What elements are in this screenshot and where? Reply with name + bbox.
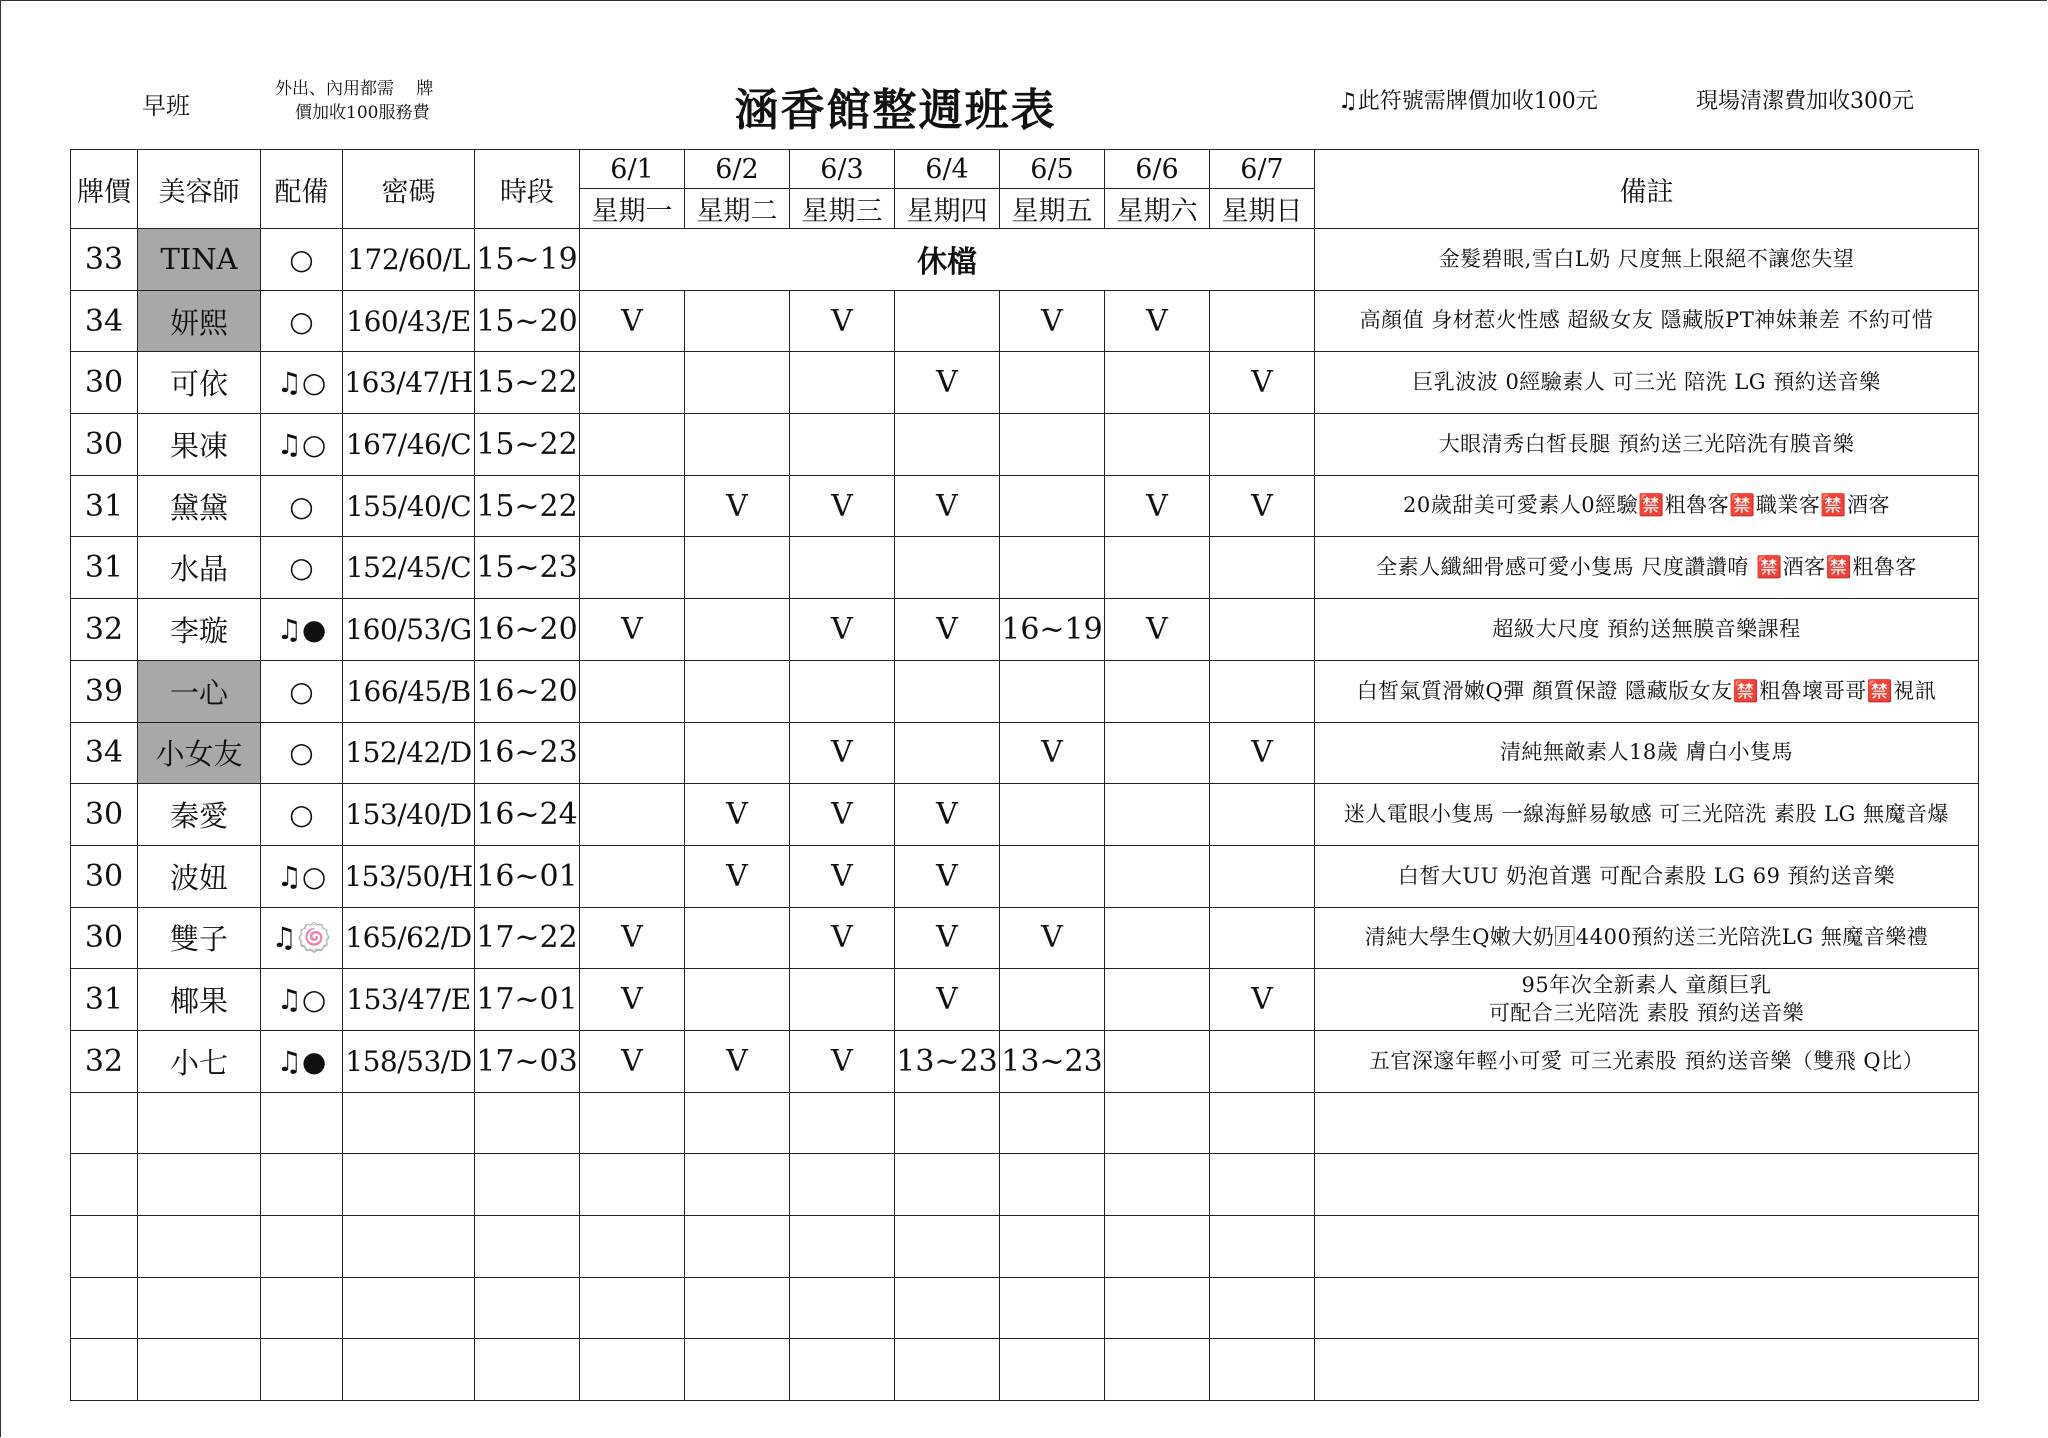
day-cell [895,537,1000,599]
service-fee-note-line1: 外出、內用都需 牌 [275,79,434,99]
day-cell: 13~23 [1000,1030,1105,1092]
table-row [71,229,1979,291]
blank-cell [261,1092,343,1154]
day-cell: V [580,907,685,969]
blank-cell [1000,1216,1105,1278]
day-cell [1000,414,1105,476]
day-cell [685,290,790,352]
blank-cell [1315,1339,1979,1401]
blank-cell [1210,1216,1315,1278]
blank-cell [475,1277,580,1339]
blank-cell [138,1339,261,1401]
day-cell: V [580,969,685,1031]
remarks-cell: 20歲甜美可愛素人0經驗🈲粗魯客🈲職業客🈲酒客 [1315,475,1979,537]
day-cell [1000,537,1105,599]
day-cell [580,414,685,476]
day-cell [1105,845,1210,907]
time-cell: 16~20 [475,660,580,722]
price-cell: 32 [71,599,138,661]
time-cell: 16~20 [475,599,580,661]
remarks-cell: 大眼清秀白皙長腿 預約送三光陪洗有膜音樂 [1315,414,1979,476]
stylist-name: 李璇 [138,599,261,661]
table-row [71,537,1979,599]
day-cell [1105,537,1210,599]
day-cell [1210,660,1315,722]
col-header-date: 6/6 [1105,150,1210,189]
day-cell [1210,599,1315,661]
cleaning-fee-note: 現場清潔費加收300元 [1696,89,1914,114]
blank-cell [343,1277,475,1339]
blank-row [71,1277,1979,1339]
day-cell: V [790,722,895,784]
blank-cell [261,1216,343,1278]
blank-row [71,1339,1979,1401]
day-cell [1210,414,1315,476]
day-cell [580,475,685,537]
equipment-cell: ♫○ [261,414,343,476]
blank-cell [895,1277,1000,1339]
day-cell [685,352,790,414]
day-cell: V [685,475,790,537]
table-row [71,784,1979,846]
blank-cell [1315,1154,1979,1216]
equipment-cell: ○ [261,475,343,537]
day-cell: V [790,845,895,907]
equipment-cell: ♫○ [261,352,343,414]
blank-cell [71,1339,138,1401]
blank-cell [1315,1277,1979,1339]
stylist-name: 水晶 [138,537,261,599]
price-cell: 30 [71,414,138,476]
day-cell [685,660,790,722]
day-cell [1105,907,1210,969]
day-cell [685,722,790,784]
schedule-body [71,229,1979,1401]
code-cell: 153/40/D [343,784,475,846]
col-header-weekday: 星期一 [580,189,685,229]
col-header-remarks: 備註 [1315,150,1979,229]
day-cell: V [580,290,685,352]
blank-cell [343,1092,475,1154]
day-cell [1000,784,1105,846]
code-cell: 153/50/H [343,845,475,907]
blank-cell [343,1339,475,1401]
col-header-time: 時段 [475,150,580,229]
day-cell: V [1000,290,1105,352]
col-header-weekday: 星期三 [790,189,895,229]
blank-cell [1000,1154,1105,1216]
day-cell: 13~23 [895,1030,1000,1092]
blank-cell [1315,1092,1979,1154]
price-cell: 34 [71,722,138,784]
day-cell: 16~19 [1000,599,1105,661]
code-cell: 158/53/D [343,1030,475,1092]
day-cell [790,352,895,414]
day-cell [1000,475,1105,537]
blank-cell [1210,1339,1315,1401]
blank-cell [685,1277,790,1339]
stylist-name: TINA [138,229,261,291]
equipment-cell: ○ [261,722,343,784]
day-cell: V [1210,722,1315,784]
table-row [71,352,1979,414]
blank-cell [1210,1092,1315,1154]
time-cell: 15~20 [475,290,580,352]
weekly-schedule-table [70,149,1979,1401]
col-header-weekday: 星期六 [1105,189,1210,229]
stylist-name: 雙子 [138,907,261,969]
day-cell: V [790,290,895,352]
equipment-cell: ○ [261,660,343,722]
day-cell [790,414,895,476]
blank-cell [138,1092,261,1154]
equipment-cell: ○ [261,229,343,291]
day-cell [1105,722,1210,784]
blank-cell [1315,1216,1979,1278]
day-cell [685,537,790,599]
blank-cell [261,1154,343,1216]
time-cell: 17~03 [475,1030,580,1092]
table-row [71,475,1979,537]
day-cell: V [1105,475,1210,537]
blank-cell [343,1154,475,1216]
col-header-date: 6/1 [580,150,685,189]
day-cell [895,722,1000,784]
equipment-cell: ♫○ [261,969,343,1031]
blank-row [71,1216,1979,1278]
table-row [71,969,1979,1031]
blank-cell [475,1092,580,1154]
day-cell: V [1210,352,1315,414]
blank-cell [895,1154,1000,1216]
blank-cell [1105,1277,1210,1339]
blank-cell [138,1216,261,1278]
remarks-cell: 迷人電眼小隻馬 一線海鮮易敏感 可三光陪洗 素股 LG 無魔音爆 [1315,784,1979,846]
remarks-cell: 95年次全新素人 童顏巨乳 可配合三光陪洗 素股 預約送音樂 [1315,969,1979,1031]
day-cell [895,414,1000,476]
equipment-cell: ○ [261,537,343,599]
blank-cell [71,1154,138,1216]
day-cell [685,414,790,476]
time-cell: 15~23 [475,537,580,599]
col-header-price: 牌價 [71,150,138,229]
price-cell: 30 [71,845,138,907]
day-cell [1210,845,1315,907]
day-cell [1210,784,1315,846]
blank-cell [685,1092,790,1154]
blank-cell [790,1092,895,1154]
stylist-name: 波妞 [138,845,261,907]
code-cell: 152/45/C [343,537,475,599]
day-cell: V [790,1030,895,1092]
day-cell: V [895,352,1000,414]
price-cell: 30 [71,907,138,969]
price-cell: 39 [71,660,138,722]
table-row [71,660,1979,722]
table-row [71,1030,1979,1092]
code-cell: 166/45/B [343,660,475,722]
day-cell: V [895,969,1000,1031]
time-cell: 15~22 [475,414,580,476]
remarks-cell: 清純無敵素人18歲 膚白小隻馬 [1315,722,1979,784]
day-cell: V [895,599,1000,661]
day-cell: V [790,475,895,537]
code-cell: 165/62/D [343,907,475,969]
day-cell: V [685,784,790,846]
day-cell [1105,784,1210,846]
day-cell [790,537,895,599]
code-cell: 160/43/E [343,290,475,352]
col-header-date: 6/3 [790,150,895,189]
day-cell [580,352,685,414]
equipment-cell: ♫○ [261,845,343,907]
remarks-cell: 白皙大UU 奶泡首選 可配合素股 LG 69 預約送音樂 [1315,845,1979,907]
day-cell [1000,845,1105,907]
remarks-cell: 巨乳波波 0經驗素人 可三光 陪洗 LG 預約送音樂 [1315,352,1979,414]
code-cell: 163/47/H [343,352,475,414]
day-cell: V [895,845,1000,907]
remarks-cell: 超級大尺度 預約送無膜音樂課程 [1315,599,1979,661]
time-cell: 16~24 [475,784,580,846]
stylist-name: 小女友 [138,722,261,784]
col-header-code: 密碼 [343,150,475,229]
stylist-name: 黛黛 [138,475,261,537]
blank-row [71,1092,1979,1154]
remarks-cell: 全素人纖細骨感可愛小隻馬 尺度讚讚唷 🈲酒客🈲粗魯客 [1315,537,1979,599]
blank-cell [790,1154,895,1216]
equipment-cell: ♫● [261,1030,343,1092]
table-row [71,722,1979,784]
day-cell [1000,969,1105,1031]
day-cell: V [1000,907,1105,969]
blank-cell [1000,1092,1105,1154]
code-cell: 160/53/G [343,599,475,661]
code-cell: 155/40/C [343,475,475,537]
blank-cell [1210,1154,1315,1216]
day-cell [685,969,790,1031]
price-cell: 32 [71,1030,138,1092]
day-cell [685,907,790,969]
day-cell [580,537,685,599]
blank-cell [138,1277,261,1339]
day-cell: V [790,784,895,846]
time-cell: 17~01 [475,969,580,1031]
blank-cell [261,1339,343,1401]
blank-cell [71,1277,138,1339]
col-header-equipment: 配備 [261,150,343,229]
table-row [71,845,1979,907]
blank-cell [475,1339,580,1401]
equipment-cell: ○ [261,784,343,846]
day-cell [790,969,895,1031]
col-header-date: 6/2 [685,150,790,189]
col-header-weekday: 星期日 [1210,189,1315,229]
blank-cell [895,1339,1000,1401]
day-cell [685,599,790,661]
off-label: 休檔 [580,229,1315,291]
blank-cell [1000,1339,1105,1401]
stylist-name: 一心 [138,660,261,722]
day-cell: V [895,784,1000,846]
equipment-cell: ♫● [261,599,343,661]
stylist-name: 秦愛 [138,784,261,846]
day-cell: V [685,1030,790,1092]
day-cell [1210,537,1315,599]
price-cell: 31 [71,969,138,1031]
col-header-date: 6/5 [1000,150,1105,189]
code-cell: 153/47/E [343,969,475,1031]
day-cell [1000,660,1105,722]
day-cell: V [1210,475,1315,537]
col-header-weekday: 星期四 [895,189,1000,229]
price-cell: 34 [71,290,138,352]
col-header-date: 6/4 [895,150,1000,189]
price-cell: 30 [71,352,138,414]
day-cell [1210,290,1315,352]
day-cell: V [895,907,1000,969]
day-cell: V [580,1030,685,1092]
price-cell: 31 [71,475,138,537]
day-cell [1105,1030,1210,1092]
time-cell: 15~22 [475,352,580,414]
time-cell: 15~22 [475,475,580,537]
blank-cell [475,1154,580,1216]
day-cell: V [1000,722,1105,784]
day-cell: V [790,907,895,969]
stylist-name: 可依 [138,352,261,414]
blank-cell [895,1216,1000,1278]
day-cell [1000,352,1105,414]
day-cell: V [895,475,1000,537]
remarks-cell: 白皙氣質滑嫩Q彈 顏質保證 隱藏版女友🈲粗魯壞哥哥🈲視訊 [1315,660,1979,722]
code-cell: 167/46/C [343,414,475,476]
service-fee-note-line2: 價加收100服務費 [295,103,430,123]
remarks-cell: 清純大學生Q嫩大奶🈷4400預約送三光陪洗LG 無魔音樂禮 [1315,907,1979,969]
stylist-name: 椰果 [138,969,261,1031]
table-row [71,414,1979,476]
page-title: 涵香館整週班表 [734,85,1057,136]
time-cell: 15~19 [475,229,580,291]
blank-cell [685,1216,790,1278]
day-cell: V [1210,969,1315,1031]
col-header-weekday: 星期二 [685,189,790,229]
blank-cell [580,1092,685,1154]
day-cell [895,660,1000,722]
blank-cell [1105,1154,1210,1216]
blank-cell [790,1339,895,1401]
blank-cell [1105,1339,1210,1401]
blank-cell [1000,1277,1105,1339]
col-header-stylist: 美容師 [138,150,261,229]
day-cell [1210,1030,1315,1092]
blank-cell [580,1277,685,1339]
day-cell: V [790,599,895,661]
blank-cell [580,1216,685,1278]
shift-label: 早班 [142,92,190,120]
code-cell: 172/60/L [343,229,475,291]
day-cell [1105,660,1210,722]
day-cell [1105,352,1210,414]
day-cell: V [1105,599,1210,661]
day-cell [580,845,685,907]
blank-cell [138,1154,261,1216]
blank-cell [71,1092,138,1154]
day-cell [580,660,685,722]
equipment-cell: ○ [261,290,343,352]
symbol-note: ♫此符號需牌價加收100元 [1338,89,1598,114]
blank-cell [1210,1277,1315,1339]
blank-row [71,1154,1979,1216]
stylist-name: 果凍 [138,414,261,476]
day-cell [895,290,1000,352]
blank-cell [71,1216,138,1278]
time-cell: 16~01 [475,845,580,907]
remarks-cell: 高顏值 身材惹火性感 超級女友 隱藏版PT神妹兼差 不約可惜 [1315,290,1979,352]
col-header-weekday: 星期五 [1000,189,1105,229]
equipment-cell: ♫🍥 [261,907,343,969]
day-cell [1105,414,1210,476]
blank-cell [1105,1216,1210,1278]
col-header-date: 6/7 [1210,150,1315,189]
table-row [71,599,1979,661]
remarks-cell: 金髮碧眼,雪白L奶 尺度無上限絕不讓您失望 [1315,229,1979,291]
blank-cell [1105,1092,1210,1154]
stylist-name: 小七 [138,1030,261,1092]
day-cell: V [580,599,685,661]
blank-cell [895,1092,1000,1154]
blank-cell [475,1216,580,1278]
day-cell [1105,969,1210,1031]
code-cell: 152/42/D [343,722,475,784]
price-cell: 33 [71,229,138,291]
day-cell: V [1105,290,1210,352]
stylist-name: 妍熙 [138,290,261,352]
blank-cell [685,1339,790,1401]
remarks-cell: 五官深邃年輕小可愛 可三光素股 預約送音樂（雙飛 Q比） [1315,1030,1979,1092]
day-cell [1210,907,1315,969]
time-cell: 17~22 [475,907,580,969]
blank-cell [790,1216,895,1278]
blank-cell [790,1277,895,1339]
time-cell: 16~23 [475,722,580,784]
day-cell [790,660,895,722]
day-cell [580,784,685,846]
table-row [71,290,1979,352]
blank-cell [580,1154,685,1216]
day-cell [580,722,685,784]
blank-cell [261,1277,343,1339]
price-cell: 30 [71,784,138,846]
blank-cell [343,1216,475,1278]
day-cell: V [685,845,790,907]
table-row [71,907,1979,969]
blank-cell [580,1339,685,1401]
price-cell: 31 [71,537,138,599]
blank-cell [685,1154,790,1216]
